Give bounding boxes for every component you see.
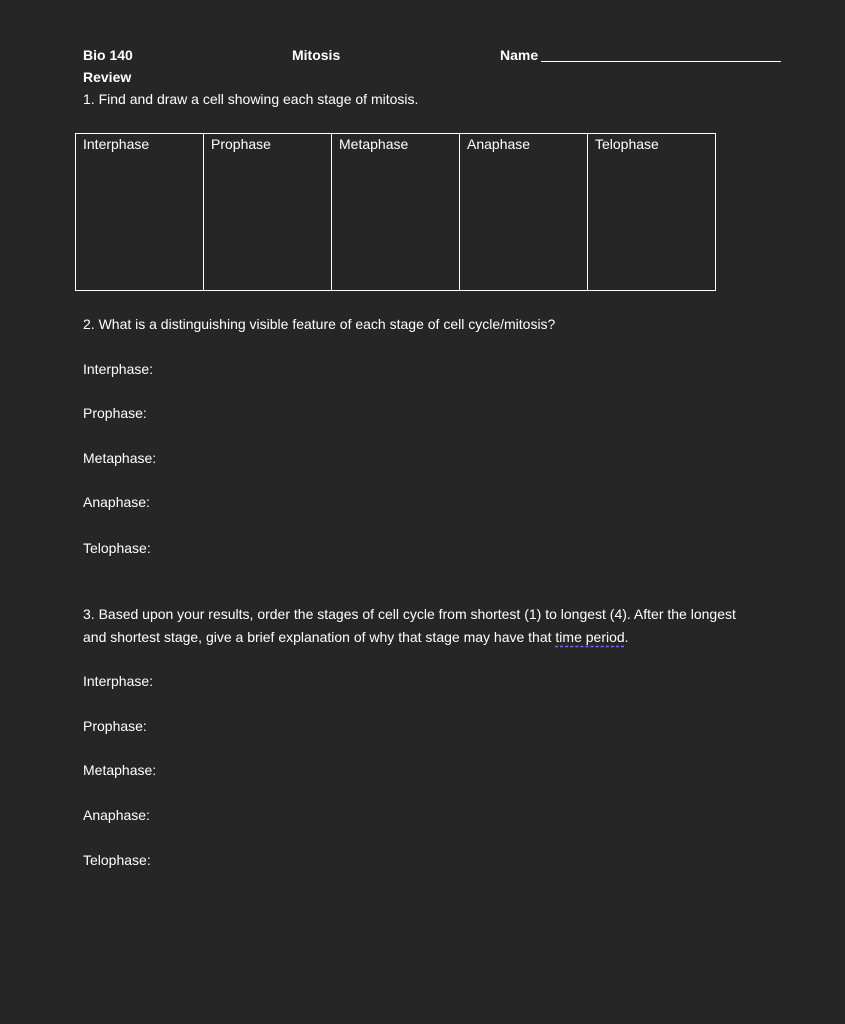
q2-item-anaphase: Anaphase:	[83, 494, 150, 510]
stage-cell-metaphase: Metaphase	[332, 134, 460, 291]
q3-item-interphase: Interphase:	[83, 673, 154, 689]
q2-item-metaphase: Metaphase:	[83, 450, 157, 466]
stage-cell-prophase: Prophase	[204, 134, 332, 291]
name-blank-line	[541, 61, 781, 62]
stage-cell-telophase: Telophase	[588, 134, 716, 291]
course-label: Bio 140	[83, 47, 133, 63]
stage-cell-anaphase: Anaphase	[460, 134, 588, 291]
stage-drawing-table	[75, 133, 716, 291]
name-label: Name	[500, 47, 539, 63]
q2-item-prophase: Prophase:	[83, 405, 147, 421]
question-3-prompt-line-2	[83, 628, 629, 646]
q2-item-interphase: Interphase:	[83, 361, 154, 377]
spellcheck-flagged-text: time period	[555, 629, 625, 645]
q3-line2-start: and shortest stage, give a brief explanation of why that stage may have that	[83, 629, 556, 645]
q3-line2-end: .	[624, 629, 629, 645]
question-2-prompt: 2. What is a distinguishing visible feature of each stage of cell cycle/mitosis?	[83, 316, 556, 332]
q3-item-prophase: Prophase:	[83, 718, 147, 734]
q3-item-metaphase: Metaphase:	[83, 762, 157, 778]
review-label: Review	[83, 69, 132, 85]
q2-item-telophase: Telophase:	[83, 540, 151, 556]
question-1-prompt: 1. Find and draw a cell showing each stage of mitosis.	[83, 91, 419, 107]
worksheet-title: Mitosis	[292, 47, 341, 63]
q3-item-anaphase: Anaphase:	[83, 807, 150, 823]
q3-item-telophase: Telophase:	[83, 852, 151, 868]
stage-cell-interphase: Interphase	[76, 134, 204, 291]
question-3-prompt-line-1: 3. Based upon your results, order the stages of cell cycle from shortest (1) to longest (4). After the longest	[83, 606, 736, 622]
